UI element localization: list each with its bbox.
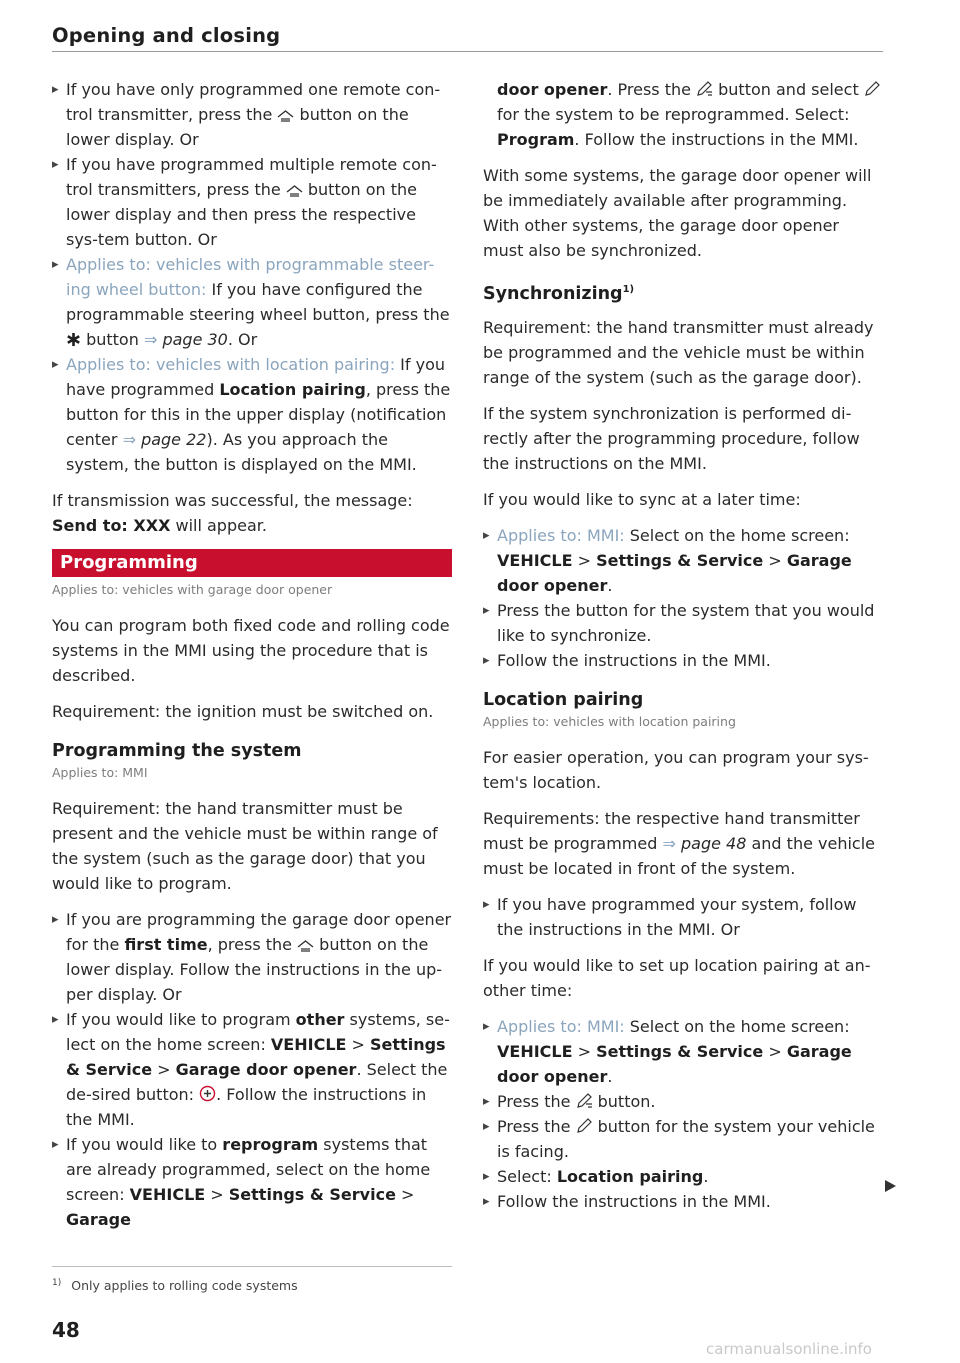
applies-to-note: Applies to: vehicles with garage door opener [52,582,333,597]
header-rule [52,51,883,52]
subsection-heading: Location pairing [483,689,644,710]
list-item: ▸ Follow the instructions in the MMI. [483,648,883,673]
garage-door-icon [297,939,314,952]
list-item: ▸ Applies to: vehicles with programmable steer-ing wheel button: If you have configured the programmable steering wheel button, press the button ⇒ page 30. Or [52,252,452,352]
right-column [483,77,883,1214]
list-item: ▸ If you are programming the garage door opener for the first time, press the button on the lower display. Follow the instructions in the up-per display. Or [52,907,452,1007]
paragraph: door opener. Press the button and select for the system to be reprogrammed. Select: Program. Follow the instructions in the MMI. [483,77,883,152]
continue-arrow-icon [885,1180,896,1192]
asterisk-button-icon [66,332,81,347]
paragraph: With some systems, the garage door opener will be immediately available after programming. With other systems, the garage door opener must also be synchronized. [483,166,872,260]
watermark: carmanualsonline.info [706,1340,872,1358]
garage-door-icon [286,184,303,197]
list-item: ▸ Applies to: vehicles with location pairing: If you have programmed Location pairing, press the button for this in the upper display (notification center ⇒ page 22). As you approach the system, the button is displayed on the MMI. [52,352,452,477]
list-item: ▸ Applies to: MMI: Select on the home screen: VEHICLE > Settings & Service > Garage door opener. [483,523,883,598]
list-item: ▸ Applies to: MMI: Select on the home screen: VEHICLE > Settings & Service > Garage door opener. [483,1014,883,1089]
list-item: ▸ If you have only programmed one remote con-trol transmitter, press the button on the lower display. Or [52,77,452,152]
list-item: ▸ Select: Location pairing. [483,1164,883,1189]
subsection-heading: Programming the system [52,741,302,761]
list-item: ▸ Press the button for the system that you would like to synchronize. [483,598,883,648]
list-item: ▸ If you have programmed your system, follow the instructions in the MMI. Or [483,892,883,942]
left-column [52,77,452,1232]
paragraph: Requirement: the ignition must be switched on. [52,702,434,721]
paragraph: Requirement: the hand transmitter must be present and the vehicle must be within range of the system (such as the garage door) that you would like to program. [52,799,438,893]
subsection-heading: Synchronizing$^{1)}$ [483,283,635,304]
paragraph: If the system synchronization is performed di-rectly after the programming procedure, follow the instructions on the MMI. [483,403,860,473]
edit-list-icon [576,1092,593,1109]
applies-to-note: Applies to: MMI [52,765,148,780]
paragraph: If you would like to sync at a later time: [483,489,801,509]
section-title-bar: Programming [52,549,452,577]
list-item: ▸ If you would like to reprogram systems that are already programmed, select on the home screen: VEHICLE > Settings & Service > Garage [52,1132,452,1232]
list-item: ▸ If you would like to program other systems, se-lect on the home screen: VEHICLE > Settings & Service > Garage door opener. Select the de-sired button: . Follow the instructions in the MMI. [52,1007,452,1132]
paragraph: Requirement: the hand transmitter must already be programmed and the vehicle must be within range of the system (such as the garage door). [483,317,874,387]
paragraph: If transmission was successful, the message: Send to: XXX will appear. [52,491,413,535]
list-item: ▸ Press the button for the system your vehicle is facing. [483,1114,883,1164]
plus-circle-icon [199,1085,216,1102]
paragraph: Requirements: the respective hand transmitter must be programmed ⇒ page 48 and the vehicle must be located in front of the system. [483,808,875,878]
footnote-rule [52,1266,452,1267]
footnote: $^{1)}$ Only applies to rolling code systems [52,1278,298,1294]
paragraph: You can program both fixed code and rolling code systems in the MMI using the procedure that is described. [52,616,450,685]
page-number: 48 [52,1318,80,1342]
list-item: ▸ Press the button. [483,1089,883,1114]
page-link[interactable]: page 30 [162,330,228,349]
page-link[interactable]: page 48 [680,833,747,853]
list-item: ▸ Follow the instructions in the MMI. [483,1189,883,1214]
list-item: ▸ If you have programmed multiple remote con-trol transmitters, press the button on the lower display and then press the respective sys-tem button. Or [52,152,452,252]
page-link[interactable]: page 22 [141,430,207,449]
page-header-title: Opening and closing [52,24,281,47]
garage-door-icon [277,109,294,122]
pencil-icon [864,80,881,97]
pencil-icon [576,1117,593,1134]
applies-to-note: Applies to: vehicles with location pairing [483,713,736,729]
paragraph: For easier operation, you can program your sys-tem's location. [483,747,869,792]
edit-list-icon [696,80,713,97]
paragraph: If you would like to set up location pairing at an-other time: [483,955,871,1000]
